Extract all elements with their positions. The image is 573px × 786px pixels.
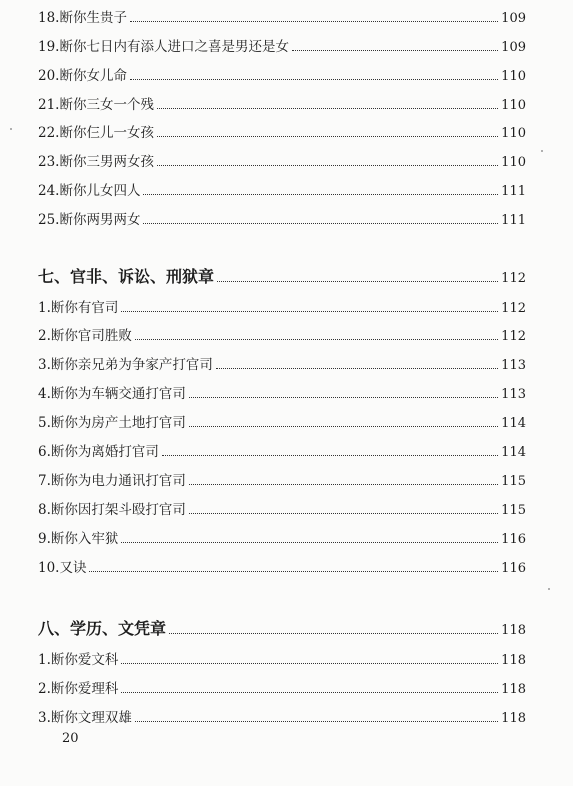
toc-entry <box>38 530 526 549</box>
toc-entry-title: 5.断你为房产土地打官司 <box>38 415 186 431</box>
toc-entry-title: 19.断你七日内有添人进口之喜是男还是女 <box>38 39 289 55</box>
toc-entry <box>38 651 526 670</box>
page-number: 20 <box>62 731 79 746</box>
toc-entry <box>38 9 526 28</box>
leader-dots <box>143 193 498 195</box>
leader-dots <box>292 49 498 51</box>
toc-entry <box>38 67 526 86</box>
toc-entry <box>38 559 526 578</box>
toc-entry-title: 23.断你三男两女孩 <box>38 154 154 170</box>
toc-entry-title: 2.断你爱理科 <box>38 681 119 697</box>
chapter-heading <box>38 620 526 640</box>
chapter-heading-title: 八、学历、文凭章 <box>38 619 167 638</box>
leader-dots <box>89 570 498 572</box>
toc-entry <box>38 327 526 346</box>
leader-dots <box>157 164 498 166</box>
toc-entry-title: 3.断你文理双雄 <box>38 710 132 726</box>
toc-entry <box>38 356 526 375</box>
toc-entry <box>38 299 526 318</box>
toc-entry <box>38 96 526 115</box>
toc-entry-title: 2.断你官司胜败 <box>38 328 132 344</box>
leader-dots <box>169 632 498 634</box>
toc-entry-title: 7.断你为电力通讯打官司 <box>38 473 186 489</box>
leader-dots <box>189 483 498 485</box>
leader-dots <box>216 367 498 369</box>
toc-entry-page: 116 <box>501 561 526 576</box>
leader-dots <box>121 541 498 543</box>
leader-dots <box>217 280 498 282</box>
toc-entry-title: 4.断你为车辆交通打官司 <box>38 386 186 402</box>
toc-entry <box>38 211 526 230</box>
scan-speck <box>541 150 543 152</box>
toc-entry-page: 114 <box>501 445 526 460</box>
toc-entry-title: 3.断你亲兄弟为争家产打官司 <box>38 357 213 373</box>
toc-entry-page: 110 <box>501 69 526 84</box>
chapter-heading-page: 112 <box>501 271 526 286</box>
chapter-heading <box>38 268 526 288</box>
chapter-heading-page: 118 <box>501 623 526 638</box>
toc-entry <box>38 385 526 404</box>
toc-entry-title: 1.断你有官司 <box>38 300 119 316</box>
toc-entry-page: 114 <box>501 416 526 431</box>
toc-entry-title: 24.断你儿女四人 <box>38 183 141 199</box>
toc-entry-page: 111 <box>501 213 526 228</box>
toc-entry-title: 8.断你因打架斗殴打官司 <box>38 502 186 518</box>
scan-speck <box>548 588 550 590</box>
leader-dots <box>157 135 498 137</box>
toc-entry-title: 1.断你爱文科 <box>38 652 119 668</box>
toc-entry-title: 21.断你三女一个残 <box>38 97 154 113</box>
toc-entry <box>38 501 526 520</box>
toc-entry <box>38 709 526 728</box>
toc-entry <box>38 153 526 172</box>
leader-dots <box>189 396 498 398</box>
toc-entry-title: 9.断你入牢狱 <box>38 531 119 547</box>
toc-entry-page: 109 <box>501 11 526 26</box>
leader-dots <box>143 222 498 224</box>
toc-entry-title: 18.断你生贵子 <box>38 10 127 26</box>
toc-entry-title: 22.断你仨儿一女孩 <box>38 125 154 141</box>
scan-speck <box>10 128 12 130</box>
toc-entry-page: 118 <box>501 682 526 697</box>
toc-entry <box>38 472 526 491</box>
toc-entry-page: 112 <box>501 329 526 344</box>
leader-dots <box>121 691 498 693</box>
leader-dots <box>121 310 498 312</box>
toc-entry <box>38 680 526 699</box>
toc-entry <box>38 38 526 57</box>
toc-entry-page: 110 <box>501 98 526 113</box>
toc-entry <box>38 124 526 143</box>
toc-entry <box>38 182 526 201</box>
toc-entry-title: 10.又诀 <box>38 560 87 576</box>
leader-dots <box>135 720 498 722</box>
toc-entry-page: 110 <box>501 126 526 141</box>
toc-entry-page: 112 <box>501 301 526 316</box>
leader-dots <box>135 338 498 340</box>
leader-dots <box>157 107 498 109</box>
toc-entry <box>38 443 526 462</box>
toc-entry-page: 109 <box>501 40 526 55</box>
toc-entry-title: 6.断你为离婚打官司 <box>38 444 159 460</box>
toc-entry-page: 118 <box>501 711 526 726</box>
leader-dots <box>130 20 498 22</box>
toc-entry-page: 116 <box>501 532 526 547</box>
toc-entry-page: 113 <box>501 387 526 402</box>
toc-entry-title: 20.断你女儿命 <box>38 68 127 84</box>
toc-entry <box>38 414 526 433</box>
leader-dots <box>121 662 498 664</box>
leader-dots <box>189 425 498 427</box>
leader-dots <box>130 78 498 80</box>
leader-dots <box>162 454 498 456</box>
chapter-heading-title: 七、官非、诉讼、刑狱章 <box>38 267 215 286</box>
toc-entry-page: 118 <box>501 653 526 668</box>
leader-dots <box>189 512 498 514</box>
toc-entry-page: 115 <box>501 503 526 518</box>
toc-entry-page: 111 <box>501 184 526 199</box>
toc-entry-title: 25.断你两男两女 <box>38 212 141 228</box>
toc-entry-page: 113 <box>501 358 526 373</box>
toc-entry-page: 110 <box>501 155 526 170</box>
toc-entry-page: 115 <box>501 474 526 489</box>
